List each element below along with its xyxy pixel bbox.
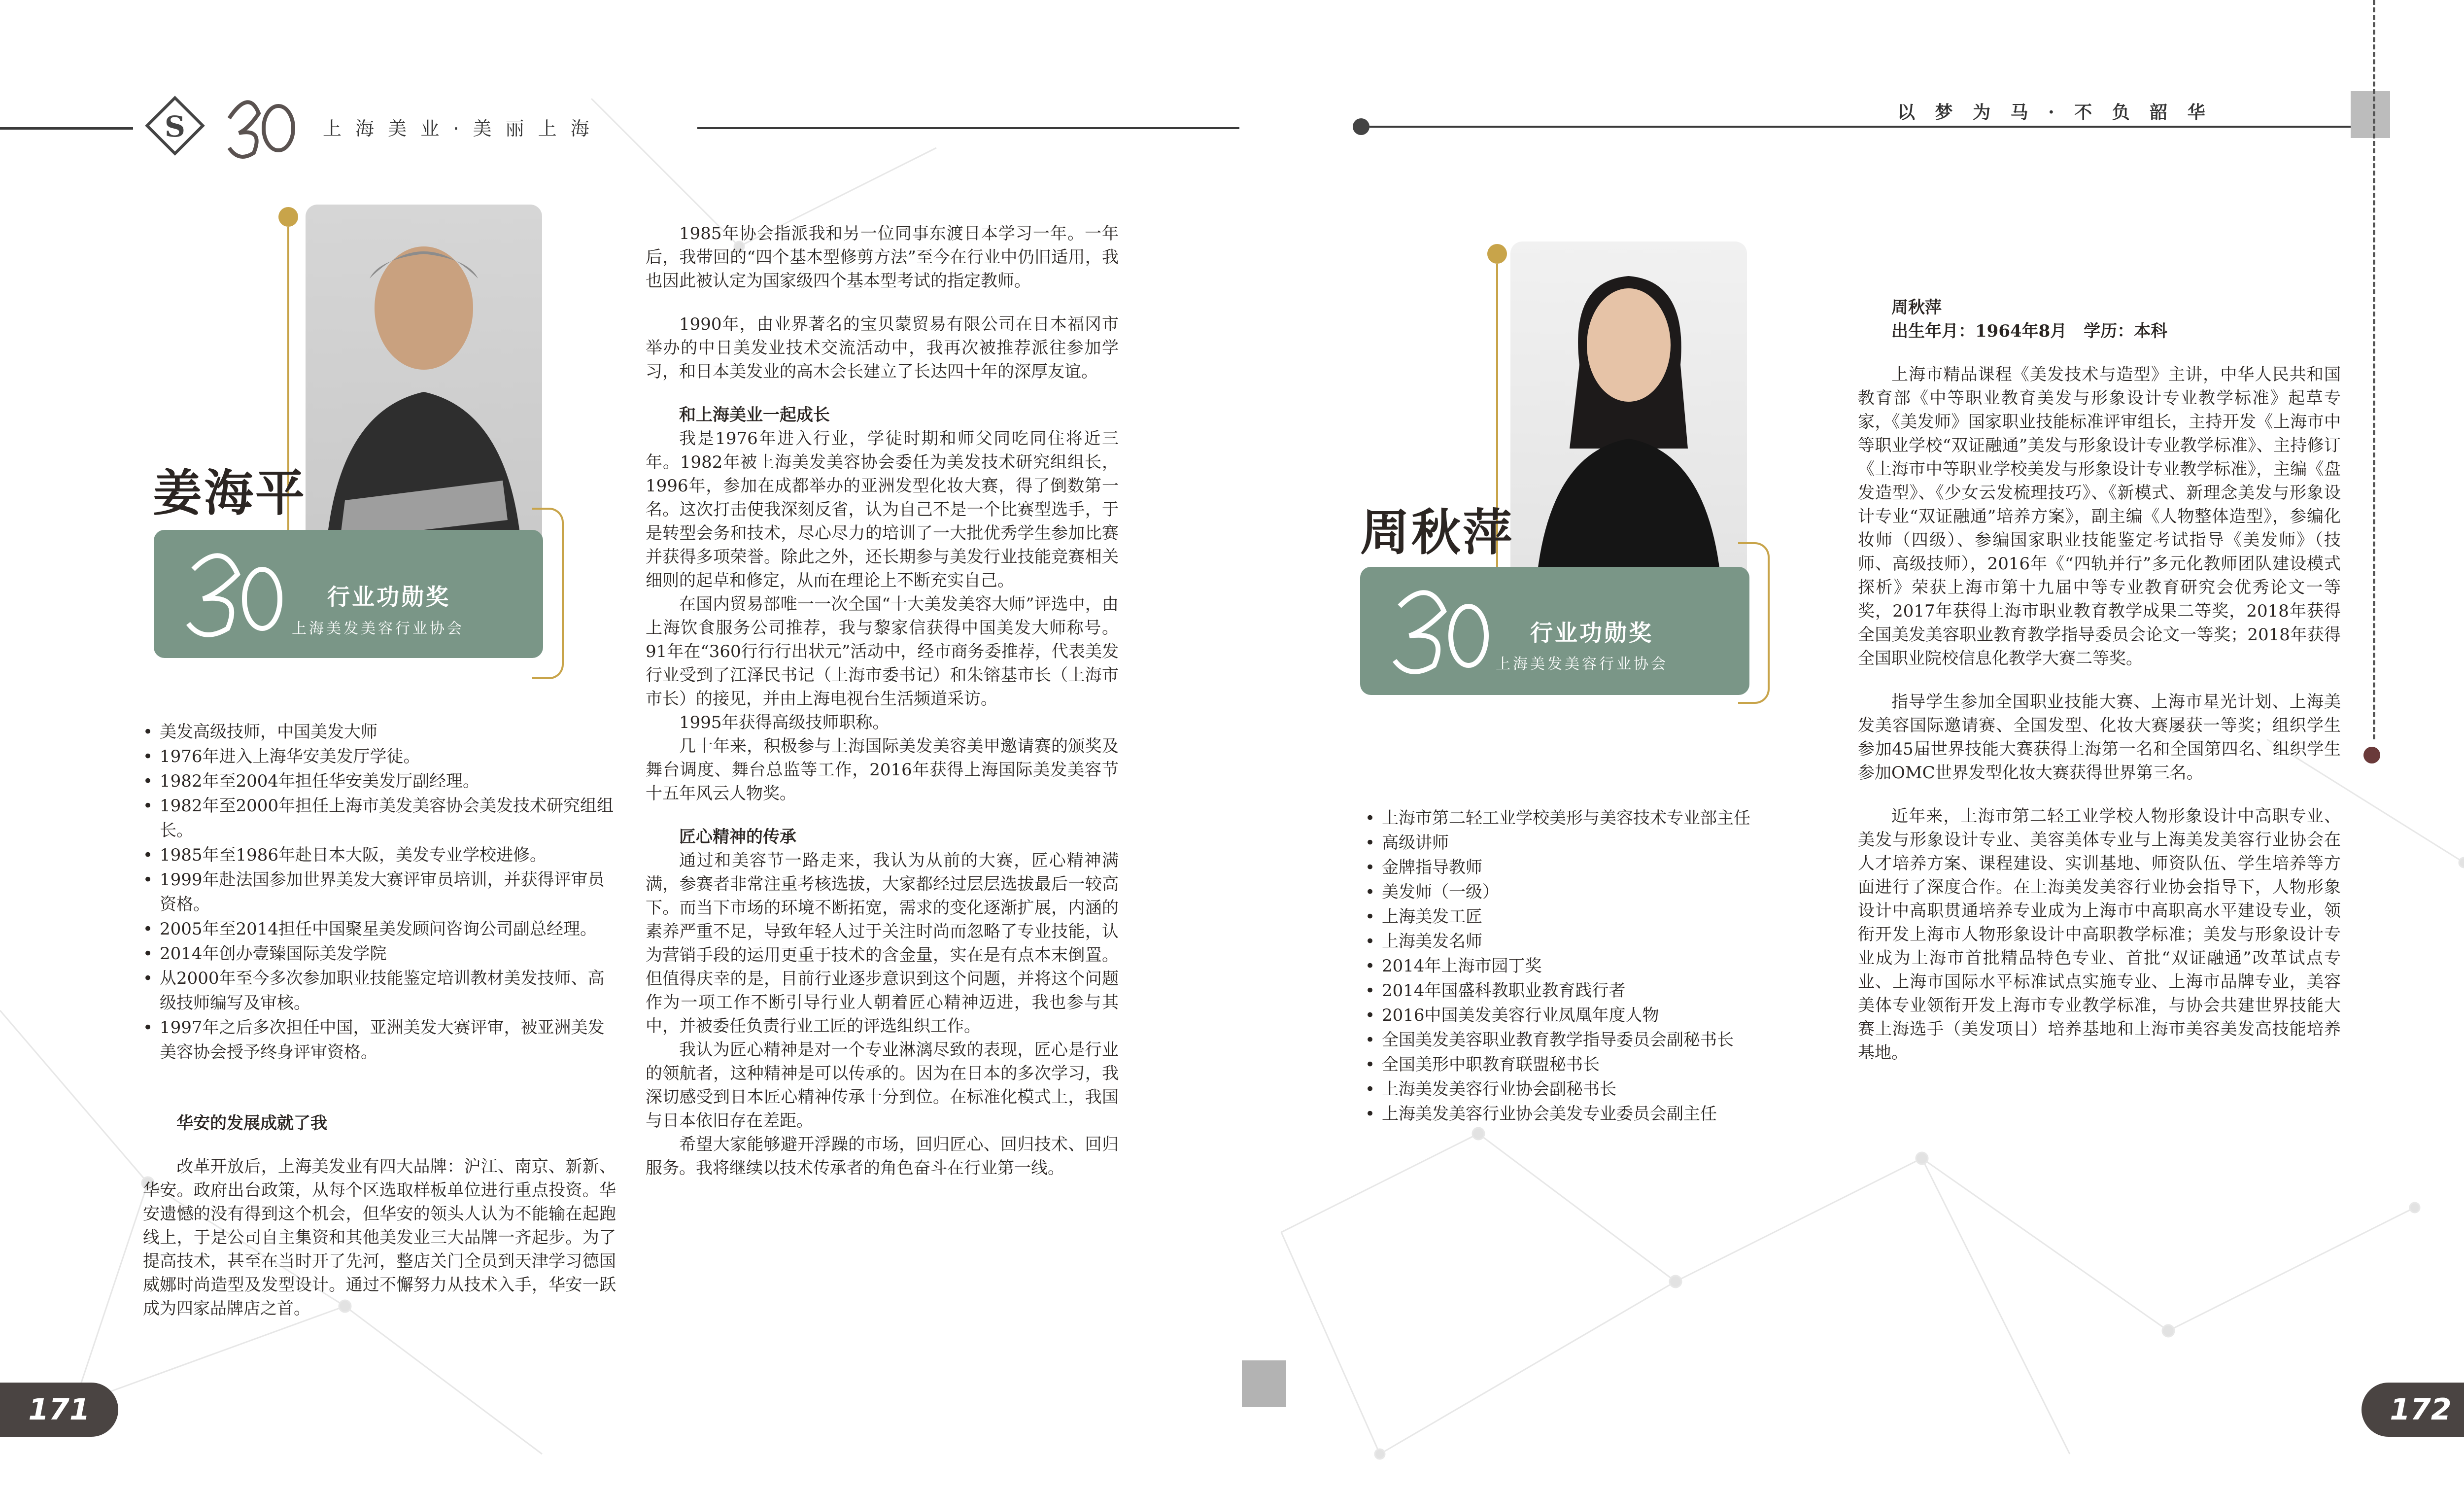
award-banner-left — [154, 530, 543, 658]
list-item: • 1976年进入上海华安美发厅学徒。 — [143, 744, 621, 769]
body-paragraph: 指导学生参加全国职业技能大赛、上海市星光计划、上海美发美容国际邀请赛、全国发型、化妆大赛屡获一等奖；组织学生参加45届世界技能大赛获得上海第一名和全国第四名、组织学生参加OMC世界发型化妆大赛获得世界第三名。 — [1858, 692, 2341, 783]
body-paragraph: 1990年，由业界著名的宝贝蒙贸易有限公司在日本福冈市举办的中日美发业技术交流活动中，我再次被推荐派往参加学习，和日本美发业的高木会长建立了长达四十年的深厚友谊。 — [646, 314, 1119, 381]
list-item: • 从2000年至今多次参加职业技能鉴定培训教材美发技师、高级技师编写及审核。 — [143, 966, 621, 1015]
header-tagline: 上 海 美 业 · 美 丽 上 海 — [323, 118, 593, 139]
body-paragraph: 几十年来，积极参与上海国际美发美容美甲邀请赛的颁奖及舞台调度、舞台总监等工作，2016年获得上海国际美发美容节十五年风云人物奖。 — [646, 736, 1119, 803]
award-org: 上海美发美容行业协会 — [1496, 656, 1668, 673]
profile-name-left: 姜海平 — [153, 464, 307, 522]
svg-text:S: S — [165, 110, 185, 143]
award-title: 行业功勋奖 — [1530, 620, 1653, 646]
page-number-right: 172 — [2361, 1383, 2464, 1437]
header-motto: 以 梦 为 马 · 不 负 韶 华 — [1897, 102, 2212, 123]
list-item: • 上海美发工匠 — [1365, 904, 1858, 929]
list-item: • 2014年创办壹臻国际美发学院 — [143, 941, 621, 966]
right-bullet-list — [1365, 806, 1858, 1126]
header-right-dot — [1353, 118, 1369, 135]
body-paragraph: 1995年获得高级技师职称。 — [679, 713, 890, 732]
list-item: • 高级讲师 — [1365, 831, 1858, 855]
list-item: • 1999年赴法国参加世界美发大赛评审员培训，并获得评审员资格。 — [143, 867, 621, 917]
info-name: 周秋萍 — [1891, 298, 1942, 317]
body-paragraph: 在国内贸易部唯一一次全国“十大美发美容大师”评选中，由上海饮食服务公司推荐，我与黎家信获得中国美发大师称号。91年在“360行行行出状元”活动中，经市商务委推荐，代表美发行业受到了江泽民书记（上海市委书记）和朱镕基市长（上海市市长）的接见，并由上海电视台生活频道采访。 — [646, 594, 1119, 709]
left-col1-body — [143, 1111, 616, 1320]
award-banner-right — [1360, 567, 1749, 695]
list-item: • 上海美发名师 — [1365, 929, 1858, 954]
body-paragraph: 上海市精品课程《美发技术与造型》主讲，中华人民共和国教育部《中等职业教育美发与形象设计专业教学标准》起草专家，《美发师》国家职业技能标准评审组长，主持开发《上海市中等职业学校“双证融通”美发与形象设计专业教学标准》、主持修订《上海市中等职业学校美发与形象设计专业教学标准》，主编《盘发造型》、《少女云发梳理技巧》、《新模式、新理念美发与形象设计专业“双证融通”培养方案》，副主编《人物整体造型》，参编化妆师（四级）、参编国家职业技能鉴定考试指导《美发师》（技师、高级技师），2016年《“四轨并行”多元化教师团队建设模式探析》荣获上海市第十九届中等专业教育研究会优秀论文一等奖，2017年获得上海市职业教育教学成果二等奖，2018年获得全国美发美容职业教育教学指导委员会论文一等奖；2018年获得全国职业院校信息化教学大赛二等奖。 — [1858, 365, 2341, 668]
list-item: • 2016中国美发美容行业凤凰年度人物 — [1365, 1003, 1858, 1028]
body-paragraph: 我是1976年进入行业，学徒时期和师父同吃同住将近三年。1982年被上海美发美容协会委任为美发技术研究组组长，1996年，参加在成都举办的亚洲发型化妆大赛，得了倒数第一名。这次打击使我深刻反省，认为自己不是一个比赛型选手，于是转型会务和技术，尽心尽力的培训了一大批优秀学生参加比赛并获得多项荣誉。除此之外，还长期参与美发行业技能竞赛相关细则的起草和修定，从而在理论上不断充实自己。 — [646, 429, 1119, 590]
portrait-zhou-qiuping — [1510, 242, 1747, 596]
page-number-left: 171 — [0, 1383, 118, 1437]
list-item: • 上海美发美容行业协会副秘书长 — [1365, 1077, 1858, 1102]
header-left-rule-2 — [697, 127, 1239, 129]
list-item: • 1982年至2000年担任上海市美发美容协会美发技术研究组组长。 — [143, 794, 621, 843]
profile-name-right: 周秋萍 — [1360, 503, 1514, 561]
list-item: • 2014年国盛科教职业教育践行者 — [1365, 978, 1858, 1003]
portrait-jiang-haiping — [306, 205, 542, 559]
list-item: • 全国美发美容职业教育教学指导委员会副秘书长 — [1365, 1028, 1858, 1052]
header-right-rule — [1369, 126, 2355, 128]
list-item: • 全国美形中职教育联盟秘书长 — [1365, 1052, 1858, 1077]
anniversary-30-emblem — [1380, 577, 1493, 685]
body-paragraph: 改革开放后，上海美发业有四大品牌：沪江、南京、新新、华安。政府出台政策，从每个区选取样板单位进行重点投资。华安遗憾的没有得到这个机会，但华安的领头人认为不能输在起跑线上，于是公司自主集资和其他美发业三大品牌一齐起步。为了提高技术，甚至在当时开了先河，整店关门全员到天津学习德国威娜时尚造型及发型设计。通过不懈努力从技术入手，华安一跃成为四家品牌店之首。 — [143, 1157, 616, 1318]
award-org: 上海美发美容行业协会 — [292, 620, 464, 637]
list-item: • 2005年至2014担任中国聚星美发顾问咨询公司副总经理。 — [143, 917, 621, 941]
anniversary-30-logo — [219, 84, 306, 168]
list-item: • 上海市第二轻工业学校美形与美容技术专业部主任 — [1365, 806, 1858, 831]
header-left-rule-1 — [0, 127, 133, 130]
left-bullet-list — [143, 720, 621, 1065]
brand-logo — [140, 91, 209, 160]
guide-end-dot — [2363, 747, 2380, 763]
body-paragraph: 通过和美容节一路走来，我认为从前的大赛，匠心精神满满，参赛者非常注重考核选拔，大家都经过层层选拔最后一较高下。而当下市场的环境不断拓宽，需求的变化逐渐扩展，内涵的素养严重不足，导致年轻人过于关注时尚而忽略了专业技能，认为营销手段的运用更重于技术的含金量，实在是有点本末倒置。但值得庆幸的是，目前行业逐步意识到这个问题，并将这个问题作为一项工作不断引导行业人朝着匠心精神迈进，我也参与其中，并被委任负责行业工匠的评选组织工作。 — [646, 851, 1119, 1036]
section-heading: 华安的发展成就了我 — [176, 1113, 327, 1133]
list-item: • 金牌指导教师 — [1365, 855, 1858, 880]
list-item: • 上海美发美容行业协会美发专业委员会副主任 — [1365, 1102, 1858, 1126]
pin-right — [1487, 244, 1507, 264]
body-paragraph: 1985年协会指派我和另一位同事东渡日本学习一年。一年后，我带回的“四个基本型修剪方法”至今在行业中仍旧适用，我也因此被认定为国家级四个基本型考试的指定教师。 — [646, 224, 1119, 291]
list-item: • 2014年上海市园丁奖 — [1365, 954, 1858, 978]
body-paragraph: 我认为匠心精神是对一个专业淋漓尽致的表现，匠心是行业的领航者，这种精神是可以传承的。因为在日本的多次学习，我深切感受到日本匠心精神传承十分到位。在标准化模式上，我国与日本依旧存在差距。 — [646, 1040, 1119, 1131]
footer-square — [1242, 1360, 1286, 1407]
list-item: • 1982年至2004年担任华安美发厅副经理。 — [143, 769, 621, 794]
section-heading: 匠心精神的传承 — [679, 827, 796, 847]
list-item: • 1985年至1986年赴日本大阪，美发专业学校进修。 — [143, 843, 621, 867]
anniversary-30-emblem — [173, 540, 287, 648]
list-item: • 美发高级技师，中国美发大师 — [143, 720, 621, 744]
body-paragraph: 希望大家能够避开浮躁的市场，回归匠心、回归技术、回归服务。我将继续以技术传承者的角色奋斗在行业第一线。 — [646, 1135, 1119, 1178]
header-right-square — [2351, 91, 2390, 138]
list-item: • 1997年之后多次担任中国，亚洲美发大赛评审，被亚洲美发美容协会授予终身评审资格。 — [143, 1015, 621, 1065]
section-heading: 和上海美业一起成长 — [679, 405, 830, 425]
list-item: • 美发师（一级） — [1365, 880, 1858, 904]
right-col-body — [1858, 296, 2341, 1065]
dashed-guide-line — [2373, 0, 2375, 739]
pin-left — [278, 207, 298, 227]
award-title: 行业功勋奖 — [327, 584, 450, 610]
body-paragraph: 近年来，上海市第二轻工业学校人物形象设计中高职专业、美发与形象设计专业、美容美体专业与上海美发美容行业协会在人才培养方案、课程建设、实训基地、师资队伍、学生培养等方面进行了深度合作。在上海美发美容行业协会指导下，人物形象设计中高职贯通培养专业成为上海市中高职高水平建设专业，领衔开发上海市人物形象设计中高职教学标准；美发与形象设计专业成为上海市首批精品特色专业、首批“双证融通”改革试点专业、上海市国际水平标准试点实施专业、上海市品牌专业，美容美体专业领衔开发上海市专业教学标准，与协会共建世界技能大赛上海选手（美发项目）培养基地和上海市美容美发高技能培养基地。 — [1858, 806, 2341, 1063]
info-birth-education: 出生年月：1964年8月 学历：本科 — [1891, 321, 2168, 341]
left-col2-body — [646, 222, 1119, 1180]
